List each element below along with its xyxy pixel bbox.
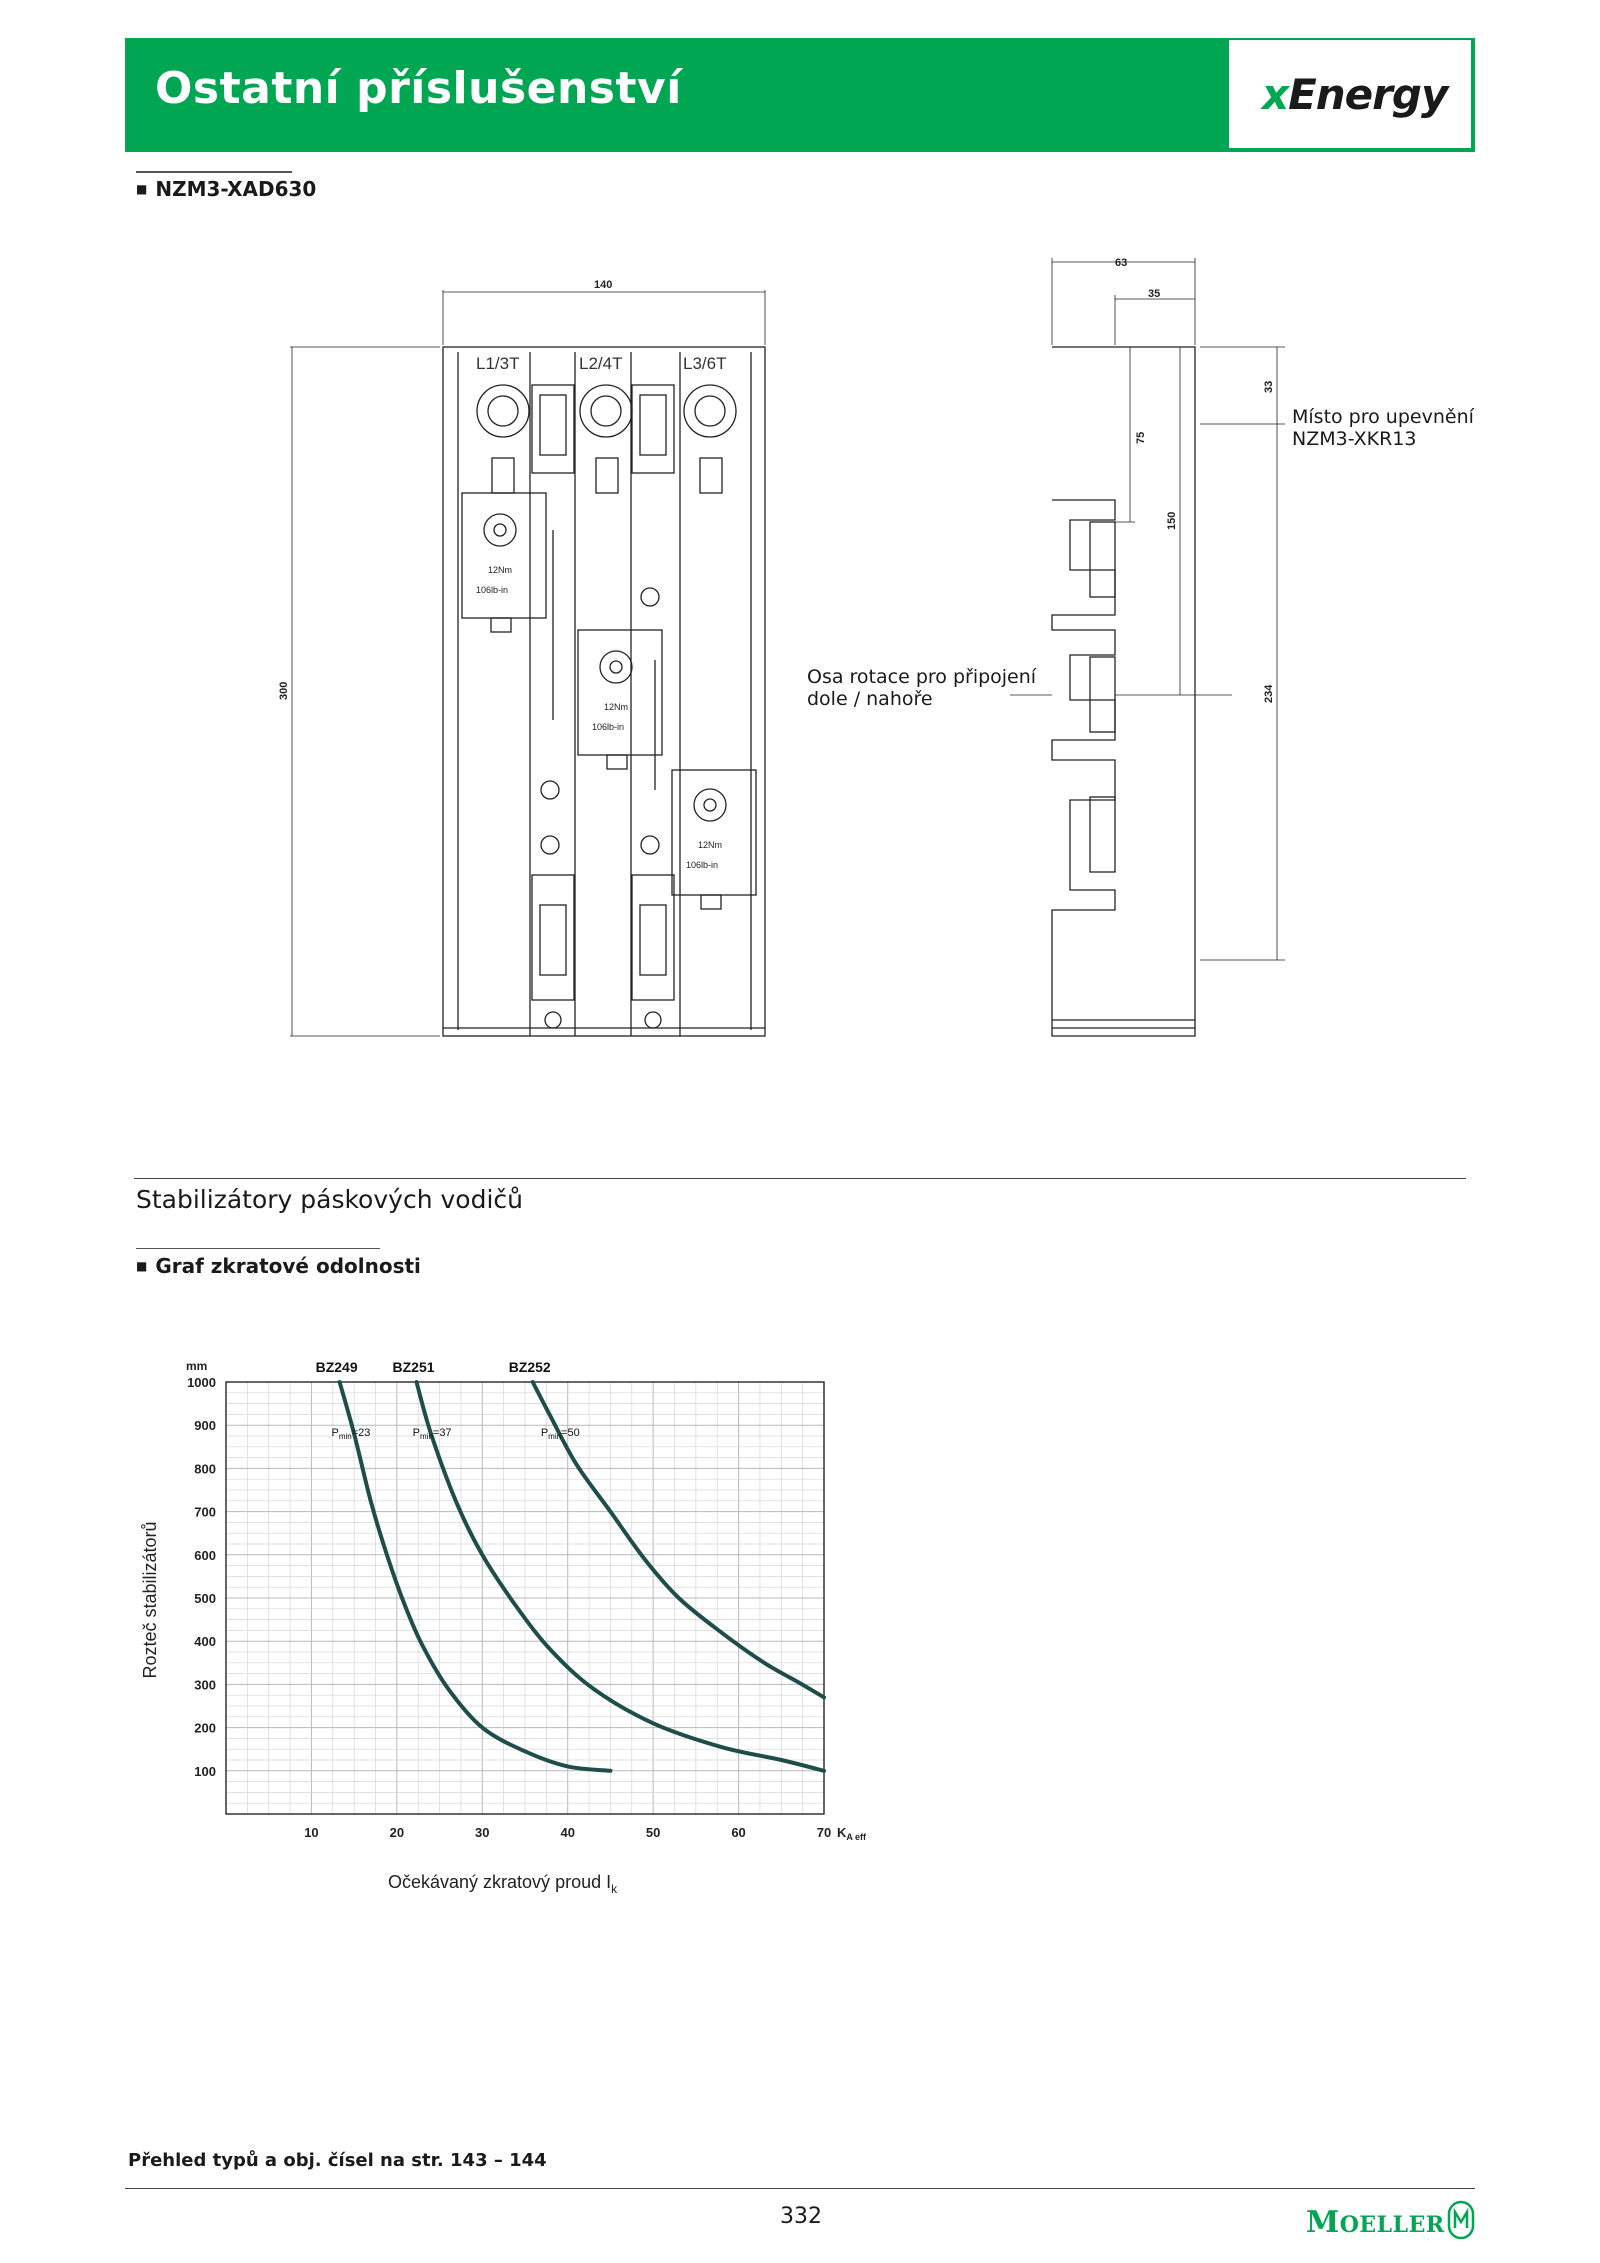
x-unit-label: $K_{A eff}$ (837, 1825, 867, 1842)
x-axis-title: Očekávaný zkratový proud $I_k$ (388, 1872, 618, 1896)
x-tick-label: 20 (389, 1825, 405, 1840)
dim-side-63: 63 (1115, 257, 1128, 269)
dim-side-234: 234 (1263, 684, 1275, 703)
dim-width: 140 (594, 279, 613, 291)
section-divider (134, 1178, 1466, 1179)
phase-label-l1: L1/3T (476, 354, 520, 373)
annotation-pmin-bz252: $P_{min}=50$ (540, 1427, 580, 1441)
y-tick-label: 1000 (187, 1375, 216, 1390)
technical-drawing (270, 255, 1290, 1055)
annotation-pmin-bz251: $P_{min}=37$ (412, 1427, 452, 1441)
y-tick-label: 300 (194, 1677, 216, 1693)
series-label-bz249: BZ249 (315, 1359, 358, 1375)
dim-side-150: 150 (1166, 511, 1178, 530)
moeller-emblem-icon (1446, 2200, 1476, 2240)
y-tick-label: 200 (194, 1720, 216, 1736)
torque-label-1: 12Nm (488, 565, 513, 575)
xenergy-logo: xEnergy (1262, 70, 1448, 119)
section-title-stabilizers: Stabilizátory páskových vodičů (136, 1185, 523, 1214)
y-tick-label: 600 (194, 1547, 216, 1563)
phase-label-l3: L3/6T (683, 354, 727, 373)
torque-imperial-3: 106lb-in (686, 860, 719, 870)
footer-reference: Přehled typů a obj. čísel na str. 143 – 144 (128, 2150, 547, 2171)
footer-rule (125, 2188, 1475, 2189)
x-tick-label: 50 (645, 1825, 661, 1840)
dim-height: 300 (278, 681, 290, 700)
note-mount-location: Místo pro upevnění NZM3-XKR13 (1292, 406, 1474, 450)
torque-label-2: 12Nm (604, 702, 629, 712)
series-label-bz252: BZ252 (508, 1359, 551, 1375)
y-tick-label: 400 (194, 1634, 216, 1650)
dim-side-33: 33 (1263, 380, 1275, 393)
x-tick-label: 70 (816, 1825, 832, 1840)
y-tick-label: 100 (194, 1763, 216, 1779)
dim-side-35: 35 (1148, 288, 1161, 300)
torque-imperial-2: 106lb-in (592, 722, 625, 732)
dim-side-75: 75 (1135, 431, 1147, 444)
y-tick-label: 500 (194, 1591, 216, 1606)
subsection-heading-chart: ■ Graf zkratové odolnosti (136, 1254, 421, 1278)
page-title: Ostatní příslušenství (155, 63, 682, 114)
x-tick-label: 40 (560, 1825, 575, 1840)
y-tick-label: 700 (194, 1504, 216, 1520)
y-tick-label: 900 (194, 1418, 216, 1434)
x-tick-label: 60 (731, 1825, 746, 1840)
section-rule (136, 171, 292, 173)
short-circuit-chart (130, 1340, 900, 1910)
torque-label-3: 12Nm (698, 840, 723, 850)
y-tick-label: 800 (194, 1461, 216, 1477)
note-rotation-axis: Osa rotace pro připojení dole / nahoře (807, 666, 1037, 710)
section-heading-product: ■ NZM3-XAD630 (136, 177, 316, 201)
torque-imperial-1: 106lb-in (476, 585, 509, 595)
x-tick-label: 10 (304, 1825, 319, 1840)
page-number: 332 (780, 2204, 822, 2229)
y-unit-label: mm (186, 1359, 208, 1373)
subsection-rule (136, 1248, 380, 1249)
series-label-bz251: BZ251 (392, 1359, 435, 1375)
x-tick-label: 30 (475, 1825, 490, 1840)
annotation-pmin-bz249: $P_{min}=23$ (331, 1427, 371, 1441)
moeller-logo: MOELLER (1306, 2205, 1445, 2240)
y-axis-title: Rozteč stabilizátorů (140, 1521, 160, 1679)
phase-label-l2: L2/4T (579, 354, 623, 373)
